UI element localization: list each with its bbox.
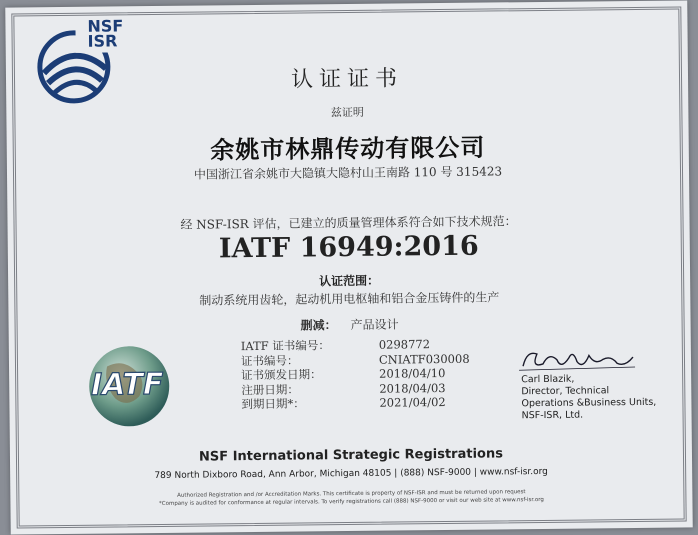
detail-label: IATF 证书编号：: [240, 338, 330, 354]
exclusion-value: 产品设计: [350, 317, 399, 332]
detail-label: 注册日期：: [241, 382, 299, 397]
logo-line-isr: ISR: [87, 31, 118, 51]
certificate-paper: [5, 0, 692, 534]
detail-row: [241, 395, 469, 412]
company-address: 中国浙江省余姚市大隐镇大隐村山王南路 110 号 315423: [193, 164, 503, 182]
exclusion-label: 删减：: [300, 318, 337, 333]
logo-line-nsf: NSF: [87, 16, 124, 36]
certify-text: 兹证明: [330, 105, 364, 120]
logo-wordmark: [87, 16, 124, 51]
certificate-title: 认证证书: [290, 66, 404, 93]
assessment-statement: 经 NSF-ISR 评估，已建立的质量管理体系符合如下技术规范：: [180, 214, 517, 232]
signature-icon: [517, 345, 637, 374]
signer-title-2: Operations &Business Units,: [521, 396, 657, 410]
detail-value: 2021/04/02: [379, 394, 446, 410]
org-address: 789 North Dixboro Road, Ann Arbor, Michigan 48105 | (888) NSF-9000 | www.nsf-isr.org: [154, 466, 548, 482]
detail-value: 2018/04/10: [379, 365, 446, 381]
org-name: NSF International Strategic Registrations: [198, 446, 504, 465]
signer-org: NSF-ISR, Ltd.: [521, 409, 584, 422]
scope-text: 制动系统用齿轮，起动机用电枢轴和铝合金压铸件的生产: [199, 290, 500, 308]
scope-heading: 认证范围：: [319, 273, 380, 289]
standard-name: IATF 16949:2016: [218, 230, 479, 265]
detail-label: 证书颁发日期：: [241, 367, 322, 383]
globe-label: IATF: [90, 366, 164, 403]
detail-label: 证书编号：: [240, 353, 299, 368]
signer-title-1: Director, Technical: [521, 385, 610, 398]
detail-value: 0298772: [378, 337, 431, 352]
certificate-details: [241, 337, 470, 412]
detail-value: CNIATF030008: [378, 351, 470, 367]
fine-print-1: Authorized Registration and /or Accreditation Marks. This certificate is property of NSF-ISR and must be returned upon request: [177, 489, 526, 499]
signer-name: Carl Blazik,: [521, 373, 575, 386]
detail-label: 到期日期*：: [241, 396, 305, 412]
iatf-globe-icon: [77, 336, 178, 432]
company-name: 余姚市林鼎传动有限公司: [210, 132, 486, 165]
fine-print-2: *Company is audited for conformance at regular intervals. To verify registrations call (888) NSF-9000 or visit our web site at www.nsf-isr.org: [158, 496, 544, 508]
detail-value: 2018/04/03: [379, 380, 446, 396]
signer-block: [521, 373, 656, 422]
